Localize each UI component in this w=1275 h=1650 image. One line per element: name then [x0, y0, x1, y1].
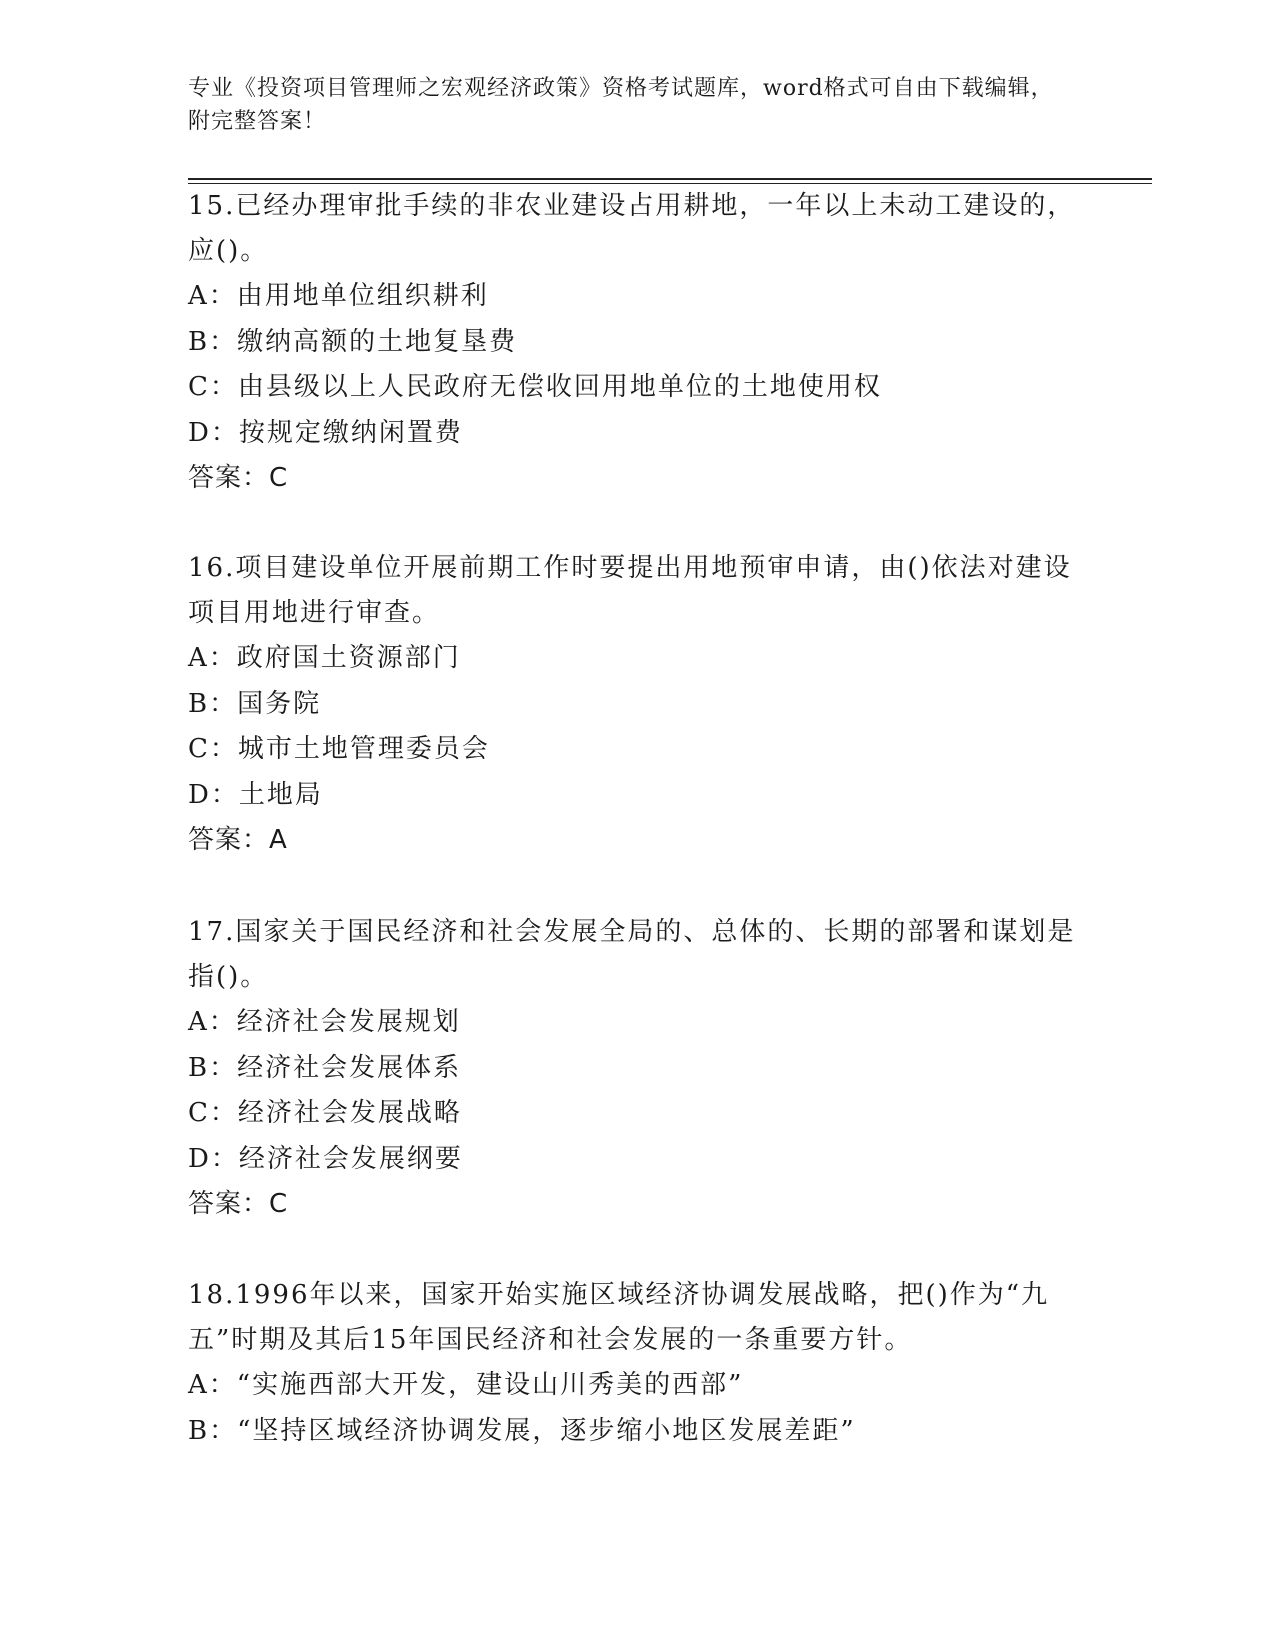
option-b: B：“坚持区域经济协调发展，逐步缩小地区发展差距”	[188, 1415, 856, 1446]
option-a: A：政府国土资源部门	[188, 643, 461, 673]
option-a: A：经济社会发展规划	[188, 1007, 461, 1037]
header-text: 专业《投资项目管理师之宏观经济政策》资格考试题库，word格式可自由下载编辑，附完整答案！	[188, 76, 1054, 134]
option-d: D：按规定缴纳闲置费	[188, 417, 463, 448]
option-c: C：经济社会发展战略	[188, 1098, 462, 1128]
option-a: A：“实施西部大开发，建设山川秀美的西部”	[188, 1370, 744, 1400]
question-18	[188, 1273, 1088, 1454]
answer: 答案：C	[188, 1189, 289, 1219]
option-c: C：城市土地管理委员会	[188, 734, 490, 764]
question-17	[188, 910, 1088, 1227]
option-c: C：由县级以上人民政府无偿收回用地单位的土地使用权	[188, 372, 882, 402]
document-header	[188, 72, 1068, 138]
header-divider-thick	[188, 178, 1152, 180]
question-16	[188, 546, 1088, 863]
question-text: 16.项目建设单位开展前期工作时要提出用地预审申请，由()依法对建设项目用地进行审查。	[188, 553, 1072, 628]
option-a: A：由用地单位组织耕利	[188, 281, 489, 311]
question-text: 18.1996年以来，国家开始实施区域经济协调发展战略，把()作为“九五”时期及其后15年国民经济和社会发展的一条重要方针。	[188, 1280, 1050, 1355]
option-b: B：经济社会发展体系	[188, 1052, 462, 1083]
question-text: 17.国家关于国民经济和社会发展全局的、总体的、长期的部署和谋划是指()。	[188, 917, 1076, 992]
option-b: B：缴纳高额的土地复垦费	[188, 326, 518, 357]
answer: 答案：C	[188, 463, 289, 493]
answer: 答案：A	[188, 825, 288, 855]
question-15	[188, 184, 1088, 501]
option-d: D：经济社会发展纲要	[188, 1143, 463, 1174]
question-text: 15.已经办理审批手续的非农业建设占用耕地，一年以上未动工建设的，应()。	[188, 191, 1076, 266]
option-b: B：国务院	[188, 688, 322, 719]
option-d: D：土地局	[188, 779, 323, 810]
